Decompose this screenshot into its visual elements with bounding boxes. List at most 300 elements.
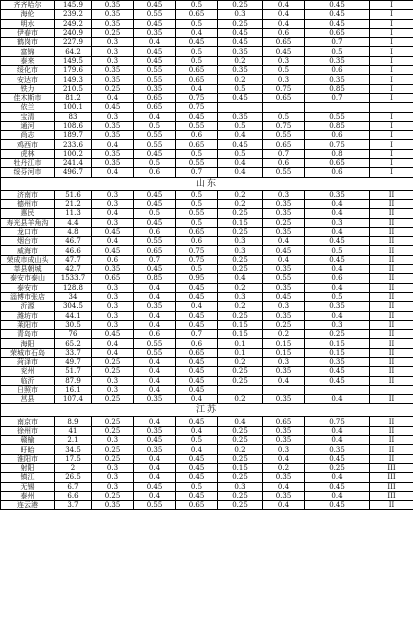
value-cell: 241.4 <box>55 159 92 168</box>
value-cell: 0.5 <box>176 218 218 227</box>
value-cell: 65.2 <box>55 339 92 348</box>
value-cell: 0.55 <box>263 131 305 140</box>
value-cell: 0.4 <box>218 274 263 283</box>
zone-cell: II <box>370 255 413 264</box>
value-cell: 0.3 <box>92 47 134 56</box>
value-cell: 0.35 <box>134 302 176 311</box>
value-cell: 0.5 <box>176 265 218 274</box>
value-cell: 0.2 <box>263 330 305 339</box>
zone-cell: II <box>370 417 413 426</box>
value-cell: 0.6 <box>92 255 134 264</box>
value-cell: 0.65 <box>134 246 176 255</box>
value-cell: 0.65 <box>134 93 176 102</box>
value-cell: 0.15 <box>263 348 305 357</box>
value-cell: 83 <box>55 112 92 121</box>
value-cell: 0.3 <box>92 56 134 65</box>
value-cell: 30.5 <box>55 320 92 329</box>
value-cell: 0.85 <box>305 121 370 130</box>
value-cell: 0.35 <box>92 1 134 10</box>
zone-cell: II <box>370 246 413 255</box>
value-cell: 0.4 <box>305 426 370 435</box>
value-cell: 0.4 <box>134 320 176 329</box>
value-cell: 0.4 <box>176 395 218 404</box>
value-cell: 0.4 <box>134 112 176 121</box>
table-row <box>1 330 413 339</box>
value-cell: 0.2 <box>218 75 263 84</box>
zone-cell: I <box>370 56 413 65</box>
value-cell: 0.35 <box>263 367 305 376</box>
value-cell: 0.55 <box>176 121 218 130</box>
value-cell: 0.3 <box>263 56 305 65</box>
zone-cell: II <box>370 227 413 236</box>
value-cell: 0.4 <box>176 302 218 311</box>
value-cell: 0.4 <box>305 473 370 482</box>
value-cell: 0.35 <box>92 10 134 19</box>
value-cell: 0.75 <box>176 255 218 264</box>
value-cell: 0.25 <box>218 491 263 500</box>
value-cell: 0.55 <box>134 75 176 84</box>
table-row <box>1 28 413 37</box>
value-cell: 0.4 <box>305 283 370 292</box>
value-cell: 0.4 <box>305 209 370 218</box>
value-cell: 0.65 <box>176 10 218 19</box>
value-cell: 0.45 <box>305 482 370 491</box>
value-cell: 0.4 <box>92 348 134 357</box>
city-name-cell: 鹤岗市 <box>1 38 55 47</box>
value-cell: 49.7 <box>55 357 92 366</box>
value-cell: 0.15 <box>218 320 263 329</box>
table-row <box>1 75 413 84</box>
value-cell <box>263 103 305 112</box>
zone-cell: I <box>370 168 413 177</box>
region-title: 山东 <box>1 177 413 190</box>
zone-cell: I <box>370 140 413 149</box>
value-cell: 21.2 <box>55 199 92 208</box>
table-row <box>1 302 413 311</box>
zone-cell <box>370 385 413 394</box>
city-name-cell: 明水 <box>1 19 55 28</box>
value-cell: 233.6 <box>55 140 92 149</box>
value-cell: 0.45 <box>305 501 370 510</box>
value-cell: 0.35 <box>305 75 370 84</box>
city-name-cell: 莱阳市 <box>1 320 55 329</box>
value-cell: 0.4 <box>218 159 263 168</box>
value-cell: 0.45 <box>176 112 218 121</box>
city-name-cell: 青岛市 <box>1 330 55 339</box>
city-name-cell: 依兰 <box>1 103 55 112</box>
value-cell: 4.4 <box>55 218 92 227</box>
table-row <box>1 376 413 385</box>
value-cell: 0.2 <box>263 463 305 472</box>
value-cell <box>218 385 263 394</box>
value-cell: 0.5 <box>218 121 263 130</box>
value-cell: 0.3 <box>263 302 305 311</box>
table-row <box>1 426 413 435</box>
value-cell: 0.45 <box>305 376 370 385</box>
table-row <box>1 227 413 236</box>
value-cell: 0.4 <box>176 28 218 37</box>
city-name-cell: 连云港 <box>1 501 55 510</box>
value-cell: 0.6 <box>263 28 305 37</box>
zone-cell: I <box>370 149 413 158</box>
table-row <box>1 283 413 292</box>
value-cell: 0.35 <box>263 227 305 236</box>
table-row <box>1 66 413 75</box>
city-name-cell: 射阳 <box>1 463 55 472</box>
value-cell: 46.6 <box>55 246 92 255</box>
value-cell: 0.2 <box>218 445 263 454</box>
zone-cell <box>370 103 413 112</box>
value-cell: 0.6 <box>263 159 305 168</box>
value-cell: 0.5 <box>176 190 218 199</box>
value-cell: 0.45 <box>305 10 370 19</box>
value-cell: 0.5 <box>176 482 218 491</box>
zone-cell: I <box>370 93 413 102</box>
city-name-cell: 莒县 <box>1 395 55 404</box>
value-cell: 0.35 <box>134 445 176 454</box>
city-name-cell: 齐齐哈尔 <box>1 1 55 10</box>
value-cell: 34 <box>55 292 92 301</box>
value-cell: 0.35 <box>92 501 134 510</box>
value-cell: 0.25 <box>305 330 370 339</box>
value-cell: 0.55 <box>176 209 218 218</box>
value-cell: 0.2 <box>218 395 263 404</box>
value-cell: 0.45 <box>134 199 176 208</box>
value-cell: 0.6 <box>134 330 176 339</box>
value-cell: 0.45 <box>176 463 218 472</box>
table-row <box>1 237 413 246</box>
value-cell: 0.7 <box>305 38 370 47</box>
value-cell: 0.25 <box>305 463 370 472</box>
table-row <box>1 385 413 394</box>
value-cell: 0.25 <box>92 28 134 37</box>
value-cell: 0.25 <box>218 454 263 463</box>
city-name-cell: 牡丹江市 <box>1 159 55 168</box>
city-name-cell: 德州市 <box>1 199 55 208</box>
table-row <box>1 482 413 491</box>
value-cell: 0.45 <box>176 283 218 292</box>
value-cell: 0.25 <box>92 357 134 366</box>
zone-cell: II <box>370 454 413 463</box>
value-cell: 0.3 <box>92 218 134 227</box>
value-cell: 0.3 <box>92 112 134 121</box>
value-cell: 100.1 <box>55 103 92 112</box>
value-cell: 0.7 <box>176 330 218 339</box>
value-cell: 0.5 <box>263 66 305 75</box>
value-cell: 0.35 <box>263 199 305 208</box>
city-name-cell: 威海市 <box>1 246 55 255</box>
value-cell: 0.45 <box>176 385 218 394</box>
city-name-cell: 烟台市 <box>1 237 55 246</box>
value-cell: 0.45 <box>176 491 218 500</box>
value-cell: 0.65 <box>263 38 305 47</box>
table-row <box>1 454 413 463</box>
table-row <box>1 84 413 93</box>
table-row <box>1 473 413 482</box>
value-cell: 41 <box>55 426 92 435</box>
value-cell: 0.35 <box>134 84 176 93</box>
value-cell: 26.5 <box>55 473 92 482</box>
value-cell: 0.45 <box>305 237 370 246</box>
value-cell: 0.75 <box>263 121 305 130</box>
value-cell: 0.3 <box>92 302 134 311</box>
value-cell: 0.35 <box>134 28 176 37</box>
value-cell: 81.2 <box>55 93 92 102</box>
value-cell <box>218 103 263 112</box>
value-cell: 0.75 <box>176 93 218 102</box>
zone-cell: III <box>370 473 413 482</box>
value-cell: 0.5 <box>176 149 218 158</box>
value-cell: 0.45 <box>176 454 218 463</box>
value-cell: 0.25 <box>218 265 263 274</box>
value-cell: 0.25 <box>92 417 134 426</box>
value-cell: 0.4 <box>134 283 176 292</box>
value-cell: 64.2 <box>55 47 92 56</box>
value-cell: 0.5 <box>134 209 176 218</box>
zone-cell: II <box>370 199 413 208</box>
city-name-cell: 泰安市泰山 <box>1 274 55 283</box>
value-cell: 17.5 <box>55 454 92 463</box>
value-cell: 0.45 <box>134 265 176 274</box>
zone-cell: II <box>370 376 413 385</box>
value-cell: 76 <box>55 330 92 339</box>
table-row <box>1 168 413 177</box>
value-cell: 0.65 <box>176 75 218 84</box>
value-cell: 0.4 <box>134 385 176 394</box>
value-cell: 0.4 <box>134 491 176 500</box>
value-cell: 0.35 <box>263 311 305 320</box>
value-cell: 0.4 <box>305 199 370 208</box>
value-cell: 0.35 <box>92 159 134 168</box>
value-cell: 0.4 <box>92 93 134 102</box>
value-cell: 0.65 <box>176 140 218 149</box>
value-cell: 0.6 <box>305 131 370 140</box>
city-name-cell: 铁力 <box>1 84 55 93</box>
value-cell: 0.25 <box>218 209 263 218</box>
value-cell: 0.3 <box>92 190 134 199</box>
city-name-cell: 淄博市张店 <box>1 292 55 301</box>
zone-cell: I <box>370 131 413 140</box>
table-row <box>1 445 413 454</box>
value-cell: 0.35 <box>305 302 370 311</box>
value-cell: 0.3 <box>92 436 134 445</box>
value-cell: 0.15 <box>305 339 370 348</box>
value-cell: 128.8 <box>55 283 92 292</box>
value-cell: 0.4 <box>305 311 370 320</box>
value-cell: 47.7 <box>55 255 92 264</box>
value-cell: 0.25 <box>218 473 263 482</box>
value-cell: 0.4 <box>263 501 305 510</box>
value-cell: 0.4 <box>176 426 218 435</box>
value-cell: 0.45 <box>176 376 218 385</box>
value-cell: 0.45 <box>305 255 370 264</box>
value-cell: 0.7 <box>134 255 176 264</box>
table-row <box>1 339 413 348</box>
city-name-cell: 潍坊市 <box>1 311 55 320</box>
value-cell: 0.65 <box>176 66 218 75</box>
value-cell: 0.5 <box>176 199 218 208</box>
value-cell: 0.3 <box>263 357 305 366</box>
value-cell: 0.35 <box>263 491 305 500</box>
zone-cell: II <box>370 218 413 227</box>
value-cell: 210.5 <box>55 84 92 93</box>
value-cell: 0.45 <box>134 482 176 491</box>
value-cell: 0.65 <box>176 501 218 510</box>
zone-cell: II <box>370 330 413 339</box>
value-cell: 0.35 <box>263 426 305 435</box>
table-row <box>1 103 413 112</box>
value-cell: 0.75 <box>263 84 305 93</box>
value-cell: 4.8 <box>55 227 92 236</box>
value-cell: 0.4 <box>134 357 176 366</box>
table-row <box>1 265 413 274</box>
value-cell: 0.3 <box>92 311 134 320</box>
city-name-cell: 镇江 <box>1 473 55 482</box>
table-row <box>1 19 413 28</box>
value-cell: 0.45 <box>305 1 370 10</box>
value-cell: 0.25 <box>263 218 305 227</box>
value-cell: 304.5 <box>55 302 92 311</box>
table-row <box>1 131 413 140</box>
city-name-cell: 菏泽市 <box>1 357 55 366</box>
city-name-cell: 绥芬河市 <box>1 168 55 177</box>
value-cell: 0.15 <box>263 339 305 348</box>
value-cell: 0.1 <box>218 348 263 357</box>
value-cell: 0.45 <box>92 330 134 339</box>
city-name-cell: 莘县朝城 <box>1 265 55 274</box>
table-row <box>1 491 413 500</box>
value-cell: 0.2 <box>218 357 263 366</box>
value-cell: 249.2 <box>55 19 92 28</box>
value-cell <box>305 385 370 394</box>
value-cell: 16.1 <box>55 385 92 394</box>
value-cell <box>263 385 305 394</box>
city-name-cell: 赣榆 <box>1 436 55 445</box>
zone-cell: III <box>370 482 413 491</box>
zone-cell: II <box>370 283 413 292</box>
value-cell: 0.45 <box>176 417 218 426</box>
zone-cell: I <box>370 121 413 130</box>
value-cell: 0.4 <box>176 84 218 93</box>
value-cell: 0.45 <box>176 320 218 329</box>
value-cell: 34.5 <box>55 445 92 454</box>
value-cell: 0.45 <box>92 103 134 112</box>
city-name-cell: 伊春市 <box>1 28 55 37</box>
value-cell: 0.75 <box>305 417 370 426</box>
value-cell: 0.4 <box>134 473 176 482</box>
table-row <box>1 311 413 320</box>
value-cell: 0.35 <box>134 395 176 404</box>
table-row <box>1 112 413 121</box>
table-row <box>1 255 413 264</box>
value-cell: 0.55 <box>134 131 176 140</box>
value-cell: 0.35 <box>92 131 134 140</box>
value-cell: 0.35 <box>305 190 370 199</box>
value-cell: 0.4 <box>134 417 176 426</box>
value-cell: 0.25 <box>92 426 134 435</box>
value-cell: 0.4 <box>134 376 176 385</box>
value-cell: 0.15 <box>218 218 263 227</box>
zone-cell: II <box>370 501 413 510</box>
zone-cell: II <box>370 265 413 274</box>
value-cell: 2.1 <box>55 436 92 445</box>
value-cell: 0.3 <box>92 376 134 385</box>
value-cell: 0.4 <box>92 339 134 348</box>
value-cell: 0.4 <box>263 1 305 10</box>
zone-cell: I <box>370 159 413 168</box>
city-name-cell: 龙口市 <box>1 227 55 236</box>
zone-cell: II <box>370 311 413 320</box>
value-cell: 0.2 <box>218 283 263 292</box>
value-cell: 0.45 <box>134 436 176 445</box>
value-cell: 0.3 <box>218 292 263 301</box>
value-cell: 0.45 <box>134 19 176 28</box>
value-cell: 1533.7 <box>55 274 92 283</box>
value-cell: 0.75 <box>176 103 218 112</box>
value-cell: 0.3 <box>218 237 263 246</box>
value-cell: 0.8 <box>305 149 370 158</box>
city-name-cell: 绥化市 <box>1 66 55 75</box>
city-name-cell: 济南市 <box>1 190 55 199</box>
city-name-cell: 淮阳市 <box>1 454 55 463</box>
zone-cell: II <box>370 274 413 283</box>
value-cell: 0.2 <box>218 302 263 311</box>
city-name-cell: 日照市 <box>1 385 55 394</box>
city-name-cell: 兖州 <box>1 367 55 376</box>
zone-cell: II <box>370 237 413 246</box>
zone-cell: II <box>370 357 413 366</box>
value-cell: 0.25 <box>218 311 263 320</box>
value-cell: 0.3 <box>92 463 134 472</box>
value-cell: 0.35 <box>218 66 263 75</box>
value-cell: 0.65 <box>263 417 305 426</box>
value-cell: 0.45 <box>305 454 370 463</box>
value-cell: 0.5 <box>176 47 218 56</box>
value-cell <box>305 103 370 112</box>
value-cell: 0.3 <box>92 199 134 208</box>
zone-cell: I <box>370 112 413 121</box>
value-cell: 0.2 <box>218 56 263 65</box>
value-cell: 0.45 <box>218 38 263 47</box>
value-cell: 0.45 <box>263 47 305 56</box>
value-cell: 0.45 <box>218 93 263 102</box>
table-row <box>1 38 413 47</box>
value-cell: 240.9 <box>55 28 92 37</box>
value-cell: 0.3 <box>92 283 134 292</box>
value-cell: 0.3 <box>305 218 370 227</box>
value-cell: 0.25 <box>218 376 263 385</box>
region-title: 江苏 <box>1 404 413 417</box>
value-cell: 0.25 <box>218 1 263 10</box>
value-cell: 0.35 <box>92 19 134 28</box>
value-cell: 0.55 <box>134 10 176 19</box>
value-cell: 0.4 <box>92 209 134 218</box>
city-name-cell: 安达市 <box>1 75 55 84</box>
zone-cell: I <box>370 1 413 10</box>
value-cell: 0.25 <box>92 367 134 376</box>
city-name-cell: 无锡 <box>1 482 55 491</box>
value-cell: 0.45 <box>134 149 176 158</box>
zone-cell: II <box>370 190 413 199</box>
zone-cell: III <box>370 491 413 500</box>
value-cell: 0.45 <box>176 473 218 482</box>
value-cell: 0.35 <box>305 445 370 454</box>
value-cell: 87.9 <box>55 376 92 385</box>
region-header-row <box>1 177 413 190</box>
value-cell: 227.9 <box>55 38 92 47</box>
value-cell: 0.15 <box>305 348 370 357</box>
value-cell: 0.45 <box>176 38 218 47</box>
